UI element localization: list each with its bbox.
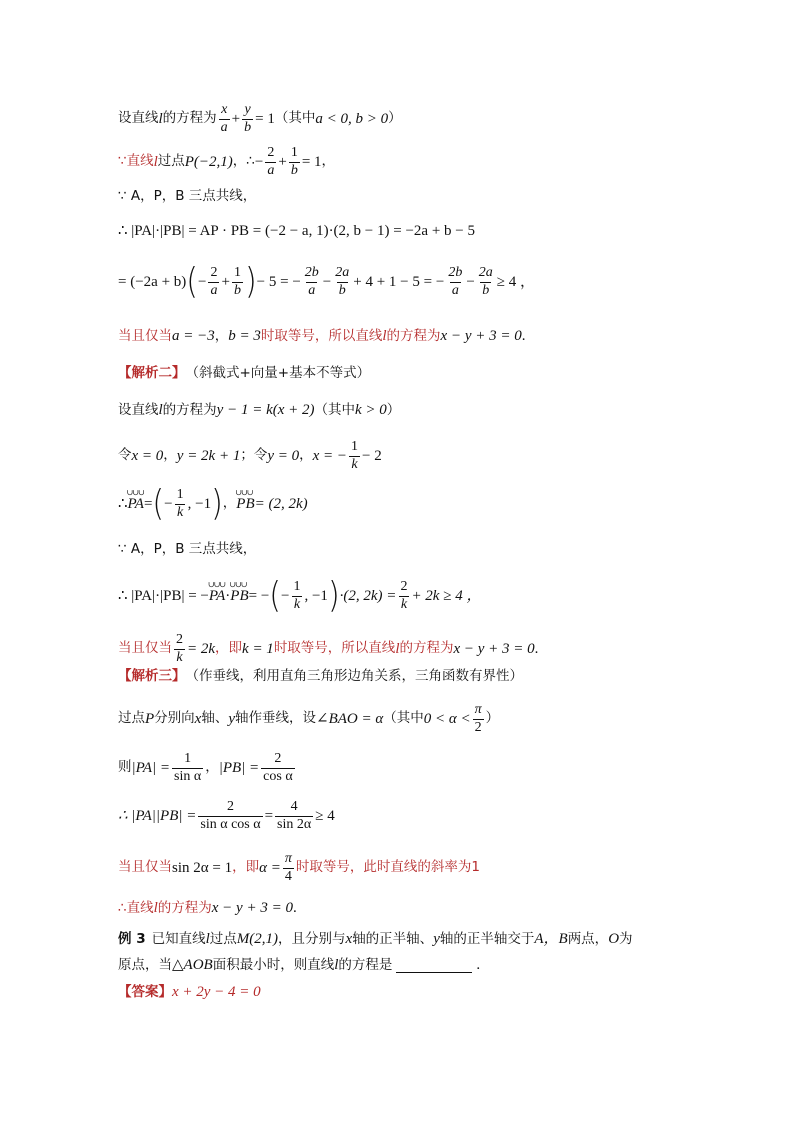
comma: ， [222,495,237,512]
text: 的方程为 [162,110,217,127]
expr-start: = (−2a + b) [118,273,187,290]
condition-close: ） [386,401,401,418]
comma: ， [214,327,229,344]
answer-value: x + 2y − 4 = 0 [172,984,261,1000]
fraction-2a-over-b: $\frac{2a}{b}$ [478,265,493,298]
text: 的方程为 [162,401,217,418]
math: k = 1 [242,640,274,657]
line-10 [118,543,256,557]
triangle-aob: △AOB [172,957,213,973]
answer-line [118,985,261,1000]
expr-part: − 5 = − [256,273,301,290]
text: ，且分别与 [278,930,346,947]
condition-open: （其中 [274,110,316,127]
point-o: O [608,931,620,947]
condition-math: k > 0 [355,402,387,418]
math: , −1 [187,495,212,512]
vector-pb: ∪∪∪ PB [230,589,248,604]
minus: − [254,153,264,170]
fraction-2-over-cos: $\frac{2}{\text{cos α}}$ [263,751,293,784]
text: 的方程为 [399,640,454,657]
line-equation: x − y + 3 = 0 [211,900,293,916]
text: 时取等号，所以直线 [273,640,396,657]
plus: + [278,153,287,170]
text: ，即 [232,859,260,876]
collinear-text: ∵ A，P，B 三点共线， [118,541,257,557]
comma: ， [205,759,219,776]
equals-one: = 1 [301,153,322,170]
comma: ， [321,153,336,170]
points-ab: A，B [534,931,568,947]
example-label: 例 3 [118,930,146,947]
text: 过点 [209,930,237,947]
solution-description: （斜截式+向量+基本不等式） [185,365,371,381]
text: 原点，当 [118,956,172,973]
math: ·(2, 2k) = [339,587,397,604]
text: 两点， [567,930,609,947]
angle: ∠BAO = α [316,710,384,727]
math: y = 2k + 1 [176,447,241,464]
collinear-text: ∵ A，P，B 三点共线， [118,188,257,204]
answer-label: 【答案】 [118,983,172,1000]
fraction-2-over-sincos: $\frac{2}{\text{sin α cos α}}$ [200,799,261,832]
equals: = [143,495,153,512]
line-9: ∴ ∪∪∪ PA = ( − $\frac{1}{k}$ , −1 ) ， ∪∪∪ PB = (2, 2k) [118,488,308,520]
period: . [292,900,297,916]
condition-close: ） [485,710,500,727]
fraction-2-over-a: $\frac{2}{a}$ [210,265,218,298]
slope-value: 1 [471,859,480,876]
solution-label: 【解析三】 [118,668,186,684]
math: sin 2α = 1 [172,859,233,876]
text: 轴的正半轴交于 [439,930,535,947]
line-6 [118,329,525,344]
condition-open: （其中 [383,710,424,727]
line-14 [118,752,297,784]
equals: = [264,807,274,824]
fraction-2-over-k: $\frac{2}{k}$ [176,632,183,665]
product-expression: ∴ |PA|·|PB| = AP · PB = (−2 − a, 1)·(2, b − 1) = −2a + b − 5 [118,223,476,239]
line-3 [118,190,256,204]
period: . [534,640,539,657]
math: = (2, 2k) [254,495,308,512]
answer-blank[interactable] [396,958,472,973]
math: |PA| = [131,759,171,776]
minus: − [466,273,475,290]
fraction-1-over-b: $\frac{1}{b}$ [233,265,241,298]
solution-label: 【解析二】 [118,365,186,381]
math: b = 3 [228,328,261,344]
therefore: ∴ [246,153,255,170]
expr-part: + 4 + 1 − 5 = − [353,273,445,290]
solution-description: （作垂线，利用直角三角形边角关系，三角函数有界性） [185,668,523,684]
math: = 2k [187,640,216,657]
fraction-1-over-k: $\frac{1}{k}$ [351,439,359,472]
math: − 2 [362,447,382,464]
text: ，即 [215,640,243,657]
condition-math: 0 < α < [423,710,471,727]
comma: ， [299,447,313,464]
example-3-line-1 [118,932,633,947]
line-16 [118,852,480,884]
text: 的方程为 [386,327,441,344]
var-l: l [158,110,163,127]
text: 设直线 [118,110,159,127]
var-l: l [158,402,163,418]
text: 当且仅当 [118,859,172,876]
fraction-1-over-k: $\frac{1}{k}$ [176,487,184,520]
text: 的方程为 [157,899,212,916]
var-x: x [194,710,202,727]
text: 轴作垂线，设 [235,710,317,727]
text: 设直线 [118,401,159,418]
fraction-x-over-a: $\frac{x}{a}$ [220,102,228,135]
fraction-4-over-sin2a: $\frac{4}{\sin 2\alpha}$ [277,799,312,832]
fraction-2a-over-b: $\frac{2a}{b}$ [335,265,350,298]
text: 令 [118,447,132,464]
vector-pa: ∪∪∪ PA [128,497,144,512]
line-5: = (−2a + b) ( − $\frac{2}{a}$ + $\frac{1}{b}$ ) − 5 = − $\frac{2b}{a}$ − $\frac{2a}{b}$ + 4 + 1 − 5 = − $\frac{2b}{a}$ − $\frac{2a}{b}$ ≥ 4 ， [118,260,536,303]
math: x = − [312,447,348,464]
condition-close: ） [388,110,402,127]
var-l: l [153,900,158,916]
point-p: P [145,710,155,727]
fraction-y-over-b: $\frac{y}{b}$ [244,102,252,135]
vector-pa: ∪∪∪ PA [209,589,225,604]
text: 当且仅当 [118,640,172,657]
text: 为 [619,930,633,947]
text: 时取等号，此时直线的斜率为 [295,859,472,876]
equals-one: = 1 [255,110,275,127]
math: y = 0 [267,447,300,464]
minus: − [322,273,332,290]
line-11: ∴ |PA|·|PB| = − ∪∪∪ PA · ∪∪∪ PB = − ( − $\frac{1}{k}$ , −1 ) ·(2, 2k) = $\frac{2}{k}$ + 2k ≥ 4 ， [118,580,481,612]
text: 分别向 [154,710,195,727]
comma: ， [163,447,177,464]
line-7 [118,403,400,418]
fraction-2b-over-a: $\frac{2b}{a}$ [448,265,463,298]
line-1: 设直线 l 的方程为 $\frac{x}{a}$ + $\frac{y}{b}$ = 1 （其中 a < 0, b > 0 ） [118,102,402,135]
math: ∴ |PA||PB| = [118,807,197,824]
line-17 [118,901,297,916]
line-2 [118,146,335,178]
var-x: x [345,931,353,947]
point-m: M(2,1) [236,931,279,947]
math: ≥ 4 [315,807,335,824]
math: ∴ |PA|·|PB| = − [118,587,209,604]
line-4 [118,224,475,239]
text: 面积最小时，则直线 [212,956,335,973]
line-equation: y − 1 = k(x + 2) [216,402,315,418]
line-12 [118,633,538,665]
heading-solution-2 [118,367,370,381]
var-l: l [395,640,400,657]
point-p: P(−2,1) [184,153,233,170]
vector-pb: ∪∪∪ PB [236,497,254,512]
line-8 [118,440,382,472]
comma: ， [232,153,247,170]
math: = − [248,587,270,604]
period: . [476,957,481,973]
line-equation: x − y + 3 = 0 [453,640,535,657]
fraction-2b-over-a: $\frac{2b}{a}$ [304,265,319,298]
fraction-pi-over-2: $\frac{\pi}{2}$ [474,702,482,735]
text: 当且仅当 [118,327,172,344]
inequality: ≥ 4 ， [496,273,536,290]
fraction-2-over-k: $\frac{2}{k}$ [400,579,408,612]
var-l: l [205,931,210,947]
math: x = 0 [131,447,164,464]
line-equation: x − y + 3 = 0 [440,328,522,344]
math: a = −3 [172,328,215,344]
var-l: l [334,957,339,973]
example-3-line-2 [118,958,480,973]
fraction-1-over-b: $\frac{1}{b}$ [290,145,298,178]
text: ∵直线 [118,153,154,170]
var-l: l [153,153,158,170]
fraction-pi-over-4: $\frac{\pi}{4}$ [284,851,292,884]
text: 过点 [118,710,145,727]
line-15 [118,800,335,832]
text: 轴、 [201,710,229,727]
math: α = [259,859,281,876]
condition-open: （其中 [314,401,356,418]
text: 则 [118,759,132,776]
var-y: y [228,710,236,727]
condition-math: a < 0, b > 0 [315,110,389,127]
text: ；令 [240,447,268,464]
text: 的方程是 [338,956,393,973]
math: , −1 [304,587,328,604]
fraction-2-over-a: $\frac{2}{a}$ [267,145,275,178]
math: + 2k ≥ 4 ， [411,587,482,604]
dot: · [225,587,231,604]
text: 已知直线 [151,930,206,947]
math: |PB| = [218,759,260,776]
var-y: y [433,931,440,947]
fraction-1-over-sin: $\frac{1}{\text{sin α}}$ [174,751,202,784]
therefore: ∴ [118,495,128,512]
line-13 [118,703,499,735]
text: ∴直线 [118,899,154,916]
var-l: l [382,328,387,344]
heading-solution-3 [118,670,523,684]
text: 过点 [157,153,185,170]
text: 时取等号，所以直线 [260,327,383,344]
text: 轴的正半轴、 [352,930,434,947]
fraction-1-over-k: $\frac{1}{k}$ [293,579,301,612]
period: . [521,328,526,344]
